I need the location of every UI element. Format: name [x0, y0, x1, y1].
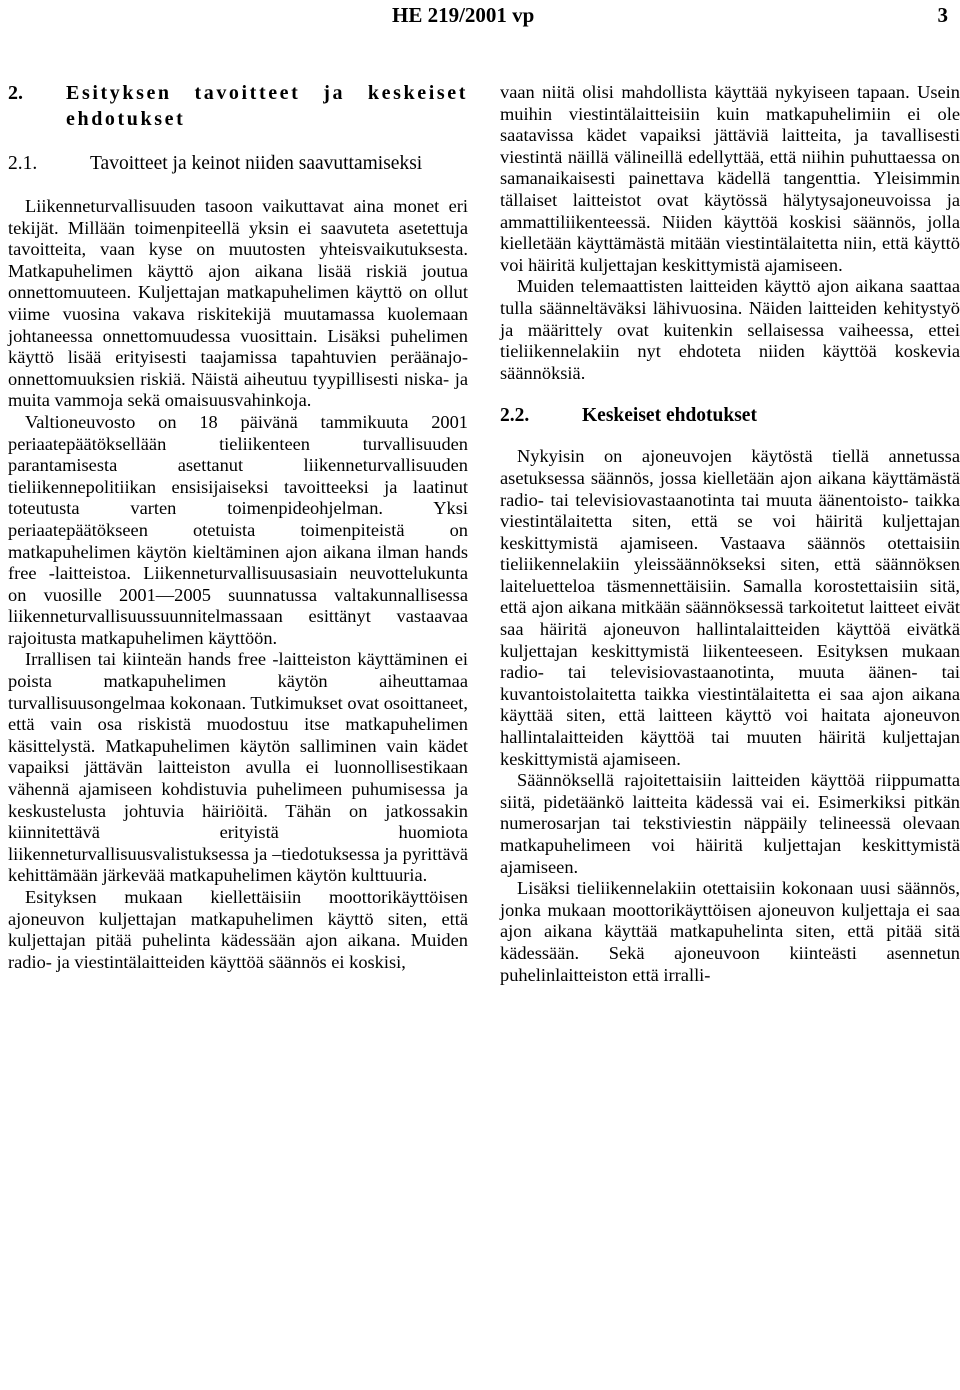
section-heading [8, 80, 468, 132]
right-column [500, 82, 960, 986]
paragraph: Irrallisen tai kiinteän hands free -laitteiston käyttäminen ei poista matkapuhelimen käytön aiheuttamaa turvallisuusongelmaa kokonaan. Tutkimukset ovat osoittaneet, että vain osa riskistä muodostuu itse matkapuhelimen käsittelystä. Matkapuhelimen käytön salliminen vain kädet vapaiksi jättävän laitteiston avulla ei luonnollisestikaan vähennä ajamiseen kohdistuvia puhelimeen puhumisessa ja keskustelusta johtuvia häiriöitä. Tähän on jatkossakin kiinnitettävä erityistä huomiota liikenneturvallisuusvalistuksessa ja –tiedotuksessa ja pyrittävä kehittämään järkevää matkapuhelimen käytön kulttuuria. [8, 649, 468, 886]
subsection-title: Tavoitteet ja keinot niiden saavuttamiseksi [90, 153, 423, 174]
section-title: Esityksen tavoitteet ja keskeiset ehdotukset [66, 82, 468, 130]
left-column [8, 80, 468, 973]
paragraph: Esityksen mukaan kiellettäisiin moottorikäyttöisen ajoneuvon kuljettajan matkapuhelimen käyttö siten, että kuljettajan pitää puhelinta kädessään ajon aikana. Muiden radio- ja viestintälaitteiden käyttöä säännös ei koskisi, [8, 887, 468, 972]
subsection-heading-2-1 [8, 152, 468, 176]
paragraph: Liikenneturvallisuuden tasoon vaikuttavat aina monet eri tekijät. Millään toimenpiteellä yksin ei saavuteta asetettuja tavoitteita, vaan kyse on muutosten yhteisvaikutuksesta. Matkapuhelimen käyttö ajon aikana lisää riskiä joutua onnettomuuteen. Kuljettajan matkapuhelimen käyttö on ollut viime vuosina vakava riskitekijä muutamassa kuolemaan johtaneessa onnettomuudessa vuosittain. Lisäksi puhelimen käyttö lisää erityisesti taajamissa tapahtuvien peräänajo-onnettomuuksien riskiä. Näistä aiheutuu tyypillisesti niska- ja muita vammoja sekä omaisuusvahinkoja. [8, 196, 468, 411]
section-number: 2. [8, 82, 23, 104]
paragraph: Lisäksi tieliikennelakiin otettaisiin kokonaan uusi säännös, jonka mukaan moottorikäyttöisen ajoneuvon kuljettaja ei saa ajon aikana käyttää matkapuhelinta siten, että pitää sitä kädessään. Sekä ajoneuvoon kiinteästi asennetun puhelinlaitteiston että irralli- [500, 878, 960, 985]
page-number: 3 [937, 3, 948, 27]
paragraph: Nykyisin on ajoneuvojen käytöstä tiellä annetussa asetuksessa säännös, jossa kielletään ajon aikana käyttämästä radio- tai televisiovastaanotinta tai muuta äänentoisto- taikka viestintälaitetta siten, että se voi häiritä kuljettajan keskittymistä ajamiseen. Vastaava säännös otettaisiin tieliikennelakiin yleissäännökseksi siten, että säännöksen laiteluetteloa täsmennettäisiin. Samalla korostettaisiin sitä, että ajon aikana mitkään säännöksessä tarkoitetut laitteet eivät saa häiritä ajoneuvon hallintalaitteiden käyttöä eivätkä kuljettajan keskittymistä liikenteeseen. Esityksen mukaan radio- tai televisiovastaanotinta, muuta äänen- tai kuvantoistolaitetta taikka viestintälaitetta ei saa ajon aikana käyttää siten, että laitteen käyttö voi haitata ajoneuvon hallintalaitteiden käyttöä tai muuten häiritä kuljettajan keskittymistä ajamiseen. [500, 446, 960, 769]
subsection-number: 2.1. [8, 153, 38, 174]
subsection-heading-2-2 [500, 404, 960, 428]
paragraph: Muiden telemaattisten laitteiden käyttö ajon aikana saattaa tulla säänneltäväksi lähivuosina. Näiden laitteiden kehitystyö ja määrittely ovat kuitenkin sellaisessa vaiheessa, ettei tieliikennelakiin nyt ehdoteta niiden käyttöä koskevia säännöksiä. [500, 276, 960, 383]
paragraph-continued: vaan niitä olisi mahdollista käyttää nykyiseen tapaan. Usein muihin viestintälaitteisiin kuin matkapuhelimiin ei ole saatavissa kädet vapaiksi jättäviä laitteita, ja tavallisesti viestintä näillä välineillä edellyttää, että niihin puhuttaessa on samanaikaisesti painettava kädellä tangenttia. Yleisimmin tällaiset laitteistot ovat käytössä hälytysajoneuvoissa ja ammattiliikenteessä. Niiden käyttöä koskisi säännös, jolla kielletään käyttämästä mitään viestintälaitetta niin, että käyttö voi häiritä kuljettajan keskittymistä ajamiseen. [500, 82, 960, 275]
document-id: HE 219/2001 vp [392, 3, 535, 27]
paragraph: Säännöksellä rajoitettaisiin laitteiden käyttöä riippumatta siitä, pidetäänkö laitteita kädessä vai ei. Esimerkiksi pitkän numerosarjan tai tekstiviestin näppäily telineessä olevaan matkapuhelimeen voi häiritä kuljettajan keskittymistä ajamiseen. [500, 770, 960, 877]
subsection-number: 2.2. [500, 405, 530, 427]
paragraph: Valtioneuvosto on 18 päivänä tammikuuta 2001 periaatepäätöksellään tieliikenteen turvallisuuden parantamisesta asettanut liikenneturvallisuuden tieliikennepolitiikan ensisijaiseksi tavoitteeksi ja laatinut toteutusta varten toimenpideohjelman. Yksi periaatepäätökseen otetuista toimenpiteistä on matkapuhelimen käytön kieltäminen ajon aikana ilman hands free -laitteistoa. Liikenneturvallisuusasiain neuvottelukunta on vuosille 2001—2005 suunnatussa valtakunnallisessa liikenneturvallisuussuunnitelmassaan esittänyt vastaavaa rajoitusta matkapuhelimen käyttöön. [8, 411, 468, 648]
subsection-title: Keskeiset ehdotukset [582, 405, 757, 427]
